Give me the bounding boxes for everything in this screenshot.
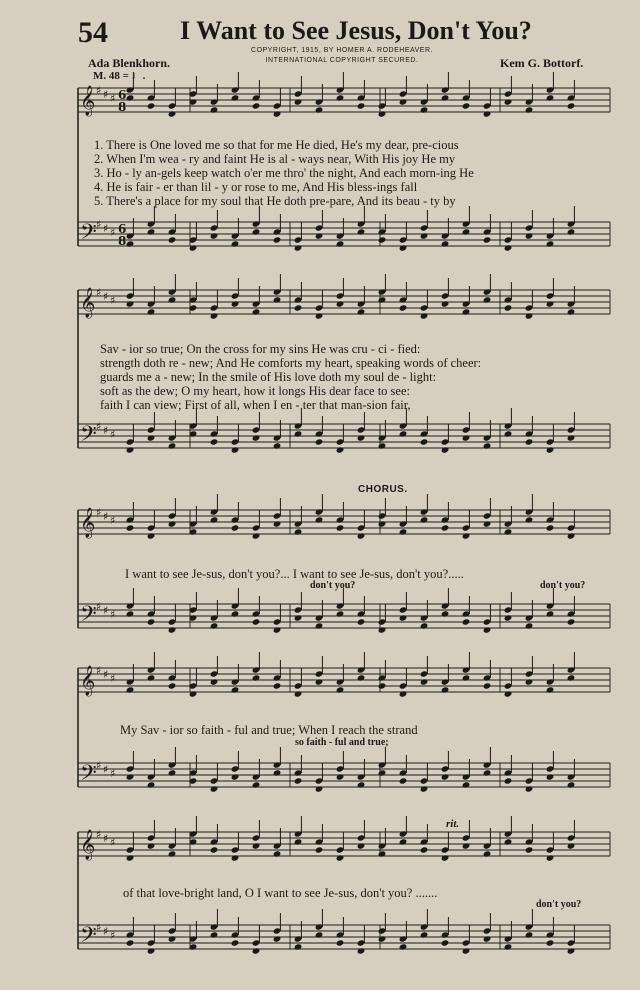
note-head — [126, 610, 135, 617]
note-head — [378, 442, 387, 449]
note-head — [483, 850, 492, 857]
verse-3-line-a: 3. Ho - ly an-gels keep watch o'er me thro' the night, And each morn-ing He — [94, 166, 474, 180]
note-head — [504, 528, 513, 535]
note-head — [231, 686, 240, 693]
note-head — [294, 690, 303, 697]
note-head — [357, 228, 366, 235]
copyright-line-2: INTERNATIONAL COPYRIGHT SECURED. — [265, 57, 419, 64]
sharp-icon: ♯ — [96, 921, 102, 934]
note-head — [567, 781, 576, 788]
note-head — [294, 244, 303, 251]
note-head — [399, 304, 408, 311]
time-signature-top: 6 — [118, 222, 127, 236]
note-head — [483, 935, 492, 942]
verse-2-line-a: 2. When I'm wea - ry and faint He is al - ways near, With His joy He my — [94, 152, 456, 166]
treble-clef-icon: 𝄞 — [80, 830, 96, 860]
note-head — [294, 838, 303, 845]
note-head — [462, 842, 471, 849]
note-head — [126, 773, 135, 780]
treble-clef-icon: 𝄞 — [80, 508, 96, 538]
note-head — [210, 106, 219, 113]
note-head — [231, 300, 240, 307]
note-head — [462, 674, 471, 681]
sharp-icon: ♯ — [110, 92, 116, 105]
note-head — [441, 94, 450, 101]
note-head — [231, 94, 240, 101]
note-head — [210, 678, 219, 685]
note-head — [567, 674, 576, 681]
note-head — [273, 682, 282, 689]
note-head — [147, 228, 156, 235]
note-head — [441, 686, 450, 693]
note-head — [273, 442, 282, 449]
note-head — [231, 854, 240, 861]
note-head — [252, 532, 261, 539]
note-head — [357, 781, 366, 788]
note-head — [525, 516, 534, 523]
sharp-icon: ♯ — [96, 84, 102, 97]
note-head — [273, 296, 282, 303]
sharp-icon: ♯ — [110, 672, 116, 685]
note-head — [252, 947, 261, 954]
note-head — [126, 240, 135, 247]
sharp-icon: ♯ — [103, 222, 109, 235]
note-head — [210, 312, 219, 319]
ritardando-marking: rit. — [446, 818, 460, 830]
note-head — [357, 308, 366, 315]
note-head — [315, 516, 324, 523]
note-head — [378, 935, 387, 942]
note-head — [252, 618, 261, 625]
note-head — [399, 777, 408, 784]
verse-3-line-b: guards me a - new; In the smile of His love doth my soul de - light: — [100, 370, 437, 384]
sharp-icon: ♯ — [110, 929, 116, 942]
note-head — [294, 304, 303, 311]
note-head — [525, 678, 534, 685]
note-head — [126, 854, 135, 861]
note-head — [525, 106, 534, 113]
bass-clef-icon: 𝄢 — [80, 422, 97, 452]
note-head — [567, 228, 576, 235]
note-head — [147, 618, 156, 625]
verse-1-line-b: Sav - ior so true; On the cross for my sins He was cru - ci - fied: — [100, 342, 421, 356]
note-head — [126, 939, 135, 946]
note-head — [357, 434, 366, 441]
sharp-icon: ♯ — [96, 286, 102, 299]
note-head — [252, 434, 261, 441]
note-head — [399, 614, 408, 621]
note-head — [525, 846, 534, 853]
note-head — [126, 446, 135, 453]
tempo-marking: M. 48 = ♩. — [93, 70, 146, 82]
treble-clef-icon: 𝄞 — [80, 666, 96, 696]
note-head — [462, 532, 471, 539]
note-head — [399, 430, 408, 437]
note-head — [567, 842, 576, 849]
note-head — [168, 520, 177, 527]
note-head — [210, 785, 219, 792]
note-head — [294, 98, 303, 105]
note-head — [315, 678, 324, 685]
chorus-label: CHORUS. — [358, 484, 408, 495]
note-head — [399, 244, 408, 251]
note-head — [336, 300, 345, 307]
sharp-icon: ♯ — [110, 514, 116, 527]
note-head — [567, 618, 576, 625]
note-head — [567, 308, 576, 315]
note-head — [231, 939, 240, 946]
note-head — [294, 528, 303, 535]
note-head — [525, 622, 534, 629]
note-head — [126, 524, 135, 531]
note-head — [546, 610, 555, 617]
note-head — [441, 939, 450, 946]
note-head — [147, 674, 156, 681]
note-head — [399, 528, 408, 535]
bass-clef-icon: 𝄢 — [80, 220, 97, 250]
note-head — [525, 438, 534, 445]
note-head — [504, 304, 513, 311]
note-head — [399, 943, 408, 950]
note-head — [462, 228, 471, 235]
note-head — [504, 690, 513, 697]
note-head — [273, 769, 282, 776]
note-head — [378, 110, 387, 117]
note-head — [462, 102, 471, 109]
note-head — [525, 931, 534, 938]
note-head — [441, 446, 450, 453]
note-head — [357, 947, 366, 954]
note-head — [357, 532, 366, 539]
note-head — [273, 935, 282, 942]
sharp-icon: ♯ — [96, 218, 102, 231]
sharp-icon: ♯ — [103, 925, 109, 938]
note-head — [252, 674, 261, 681]
verse-5-line-a: 5. There's a place for my soul that He doth pre-pare, And its beau - ty by — [94, 194, 456, 208]
note-head — [336, 610, 345, 617]
note-head — [378, 626, 387, 633]
note-head — [567, 947, 576, 954]
note-head — [483, 626, 492, 633]
note-head — [147, 947, 156, 954]
note-head — [420, 312, 429, 319]
note-head — [336, 446, 345, 453]
sharp-icon: ♯ — [103, 88, 109, 101]
note-head — [420, 931, 429, 938]
note-head — [315, 785, 324, 792]
note-head — [168, 682, 177, 689]
note-head — [420, 516, 429, 523]
note-head — [147, 781, 156, 788]
sharp-icon: ♯ — [96, 759, 102, 772]
verse-4-line-b: soft as the dew; O my heart, how it longs His dear face to see: — [100, 384, 410, 398]
treble-clef-icon: 𝄞 — [80, 86, 96, 116]
note-head — [147, 102, 156, 109]
sharp-icon: ♯ — [110, 294, 116, 307]
note-head — [399, 98, 408, 105]
note-head — [504, 430, 513, 437]
sharp-icon: ♯ — [103, 668, 109, 681]
note-head — [483, 682, 492, 689]
note-head — [168, 935, 177, 942]
note-head — [252, 781, 261, 788]
note-head — [231, 240, 240, 247]
note-head — [378, 236, 387, 243]
note-head — [336, 94, 345, 101]
sharp-icon: ♯ — [103, 604, 109, 617]
time-signature-bottom: 8 — [118, 234, 127, 248]
lyricist: Ada Blenkhorn. — [88, 56, 171, 70]
note-head — [546, 240, 555, 247]
note-head — [546, 300, 555, 307]
note-head — [294, 943, 303, 950]
note-head — [168, 626, 177, 633]
note-head — [546, 94, 555, 101]
note-head — [462, 618, 471, 625]
note-head — [378, 769, 387, 776]
chorus-echo-2: so faith - ful and true; — [295, 737, 389, 748]
note-head — [462, 434, 471, 441]
bass-clef-icon: 𝄢 — [80, 923, 97, 953]
verse-2-line-b: strength doth re - new; And He comforts my heart, speaking words of cheer: — [100, 356, 482, 370]
note-head — [168, 236, 177, 243]
sharp-icon: ♯ — [110, 226, 116, 239]
note-head — [168, 296, 177, 303]
note-head — [315, 232, 324, 239]
note-head — [525, 785, 534, 792]
note-head — [546, 524, 555, 531]
note-head — [147, 308, 156, 315]
note-head — [420, 622, 429, 629]
sharp-icon: ♯ — [96, 664, 102, 677]
note-head — [336, 773, 345, 780]
note-head — [315, 931, 324, 938]
note-head — [315, 622, 324, 629]
sharp-icon: ♯ — [103, 832, 109, 845]
note-head — [525, 312, 534, 319]
note-head — [546, 686, 555, 693]
note-head — [147, 434, 156, 441]
note-head — [252, 228, 261, 235]
note-head — [336, 686, 345, 693]
note-head — [231, 610, 240, 617]
note-head — [441, 610, 450, 617]
note-head — [504, 614, 513, 621]
note-head — [336, 939, 345, 946]
note-head — [273, 110, 282, 117]
note-head — [315, 846, 324, 853]
note-head — [504, 98, 513, 105]
note-head — [315, 312, 324, 319]
note-head — [273, 850, 282, 857]
note-head — [504, 244, 513, 251]
note-head — [210, 438, 219, 445]
note-head — [420, 438, 429, 445]
sharp-icon: ♯ — [103, 290, 109, 303]
note-head — [483, 110, 492, 117]
note-head — [126, 300, 135, 307]
note-head — [273, 626, 282, 633]
note-head — [462, 308, 471, 315]
note-head — [567, 434, 576, 441]
note-head — [147, 532, 156, 539]
note-head — [273, 236, 282, 243]
note-head — [546, 854, 555, 861]
bass-clef-icon: 𝄢 — [80, 602, 97, 632]
note-head — [294, 777, 303, 784]
note-head — [168, 442, 177, 449]
sharp-icon: ♯ — [96, 600, 102, 613]
note-head — [378, 850, 387, 857]
note-head — [378, 682, 387, 689]
note-head — [126, 686, 135, 693]
note-head — [462, 781, 471, 788]
note-head — [483, 769, 492, 776]
note-head — [567, 102, 576, 109]
chorus-line-1: I want to see Je-sus, don't you?... I want to see Je-sus, don't you?..... — [125, 567, 464, 581]
note-head — [378, 520, 387, 527]
note-head — [336, 854, 345, 861]
note-head — [252, 102, 261, 109]
note-head — [420, 846, 429, 853]
hymn-number: 54 — [78, 16, 108, 49]
note-head — [504, 943, 513, 950]
sharp-icon: ♯ — [110, 836, 116, 849]
note-head — [168, 850, 177, 857]
note-head — [483, 236, 492, 243]
note-head — [483, 296, 492, 303]
verse-1-line-a: 1. There is One loved me so that for me He died, He's my dear, pre-cious — [94, 138, 459, 152]
note-head — [252, 842, 261, 849]
note-head — [231, 524, 240, 531]
note-head — [546, 446, 555, 453]
note-head — [504, 838, 513, 845]
copyright-line-1: COPYRIGHT, 1915, BY HOMER A. RODEHEAVER. — [251, 47, 433, 54]
note-head — [441, 854, 450, 861]
sharp-icon: ♯ — [96, 828, 102, 841]
note-head — [168, 769, 177, 776]
chorus-echo-1b: don't you? — [540, 580, 586, 591]
sharp-icon: ♯ — [103, 763, 109, 776]
note-head — [420, 785, 429, 792]
note-head — [231, 446, 240, 453]
note-head — [420, 106, 429, 113]
sharp-icon: ♯ — [110, 428, 116, 441]
note-head — [357, 674, 366, 681]
note-head — [483, 520, 492, 527]
note-head — [210, 931, 219, 938]
note-head — [147, 842, 156, 849]
note-head — [483, 442, 492, 449]
note-head — [420, 678, 429, 685]
note-head — [336, 240, 345, 247]
note-head — [294, 430, 303, 437]
bass-clef-icon: 𝄢 — [80, 761, 97, 791]
sharp-icon: ♯ — [103, 510, 109, 523]
sharp-icon: ♯ — [96, 420, 102, 433]
note-head — [315, 438, 324, 445]
note-head — [294, 614, 303, 621]
verse-5-line-b: faith I can view; First of all, when I en - ter that man-sion fair, — [100, 398, 411, 412]
sharp-icon: ♯ — [110, 767, 116, 780]
note-head — [357, 618, 366, 625]
hymn-title: I Want to See Jesus, Don't You? — [180, 16, 532, 45]
note-head — [420, 232, 429, 239]
note-head — [210, 622, 219, 629]
note-head — [546, 939, 555, 946]
note-head — [378, 296, 387, 303]
composer: Kem G. Bottorf. — [500, 56, 584, 70]
note-head — [231, 773, 240, 780]
note-head — [441, 240, 450, 247]
treble-clef-icon: 𝄞 — [80, 288, 96, 318]
note-head — [399, 690, 408, 697]
note-head — [525, 232, 534, 239]
note-head — [357, 842, 366, 849]
sharp-icon: ♯ — [110, 608, 116, 621]
note-head — [441, 524, 450, 531]
note-head — [126, 94, 135, 101]
sharp-icon: ♯ — [103, 424, 109, 437]
note-head — [441, 300, 450, 307]
chorus-line-3: of that love-bright land, O I want to see Je-sus, don't you? ....... — [123, 886, 438, 900]
chorus-echo-3: don't you? — [536, 899, 582, 910]
note-head — [504, 777, 513, 784]
time-signature-top: 6 — [118, 88, 127, 102]
note-head — [252, 308, 261, 315]
note-head — [441, 773, 450, 780]
note-head — [210, 516, 219, 523]
note-head — [399, 838, 408, 845]
chorus-echo-1a: don't you? — [310, 580, 356, 591]
note-head — [462, 947, 471, 954]
note-head — [273, 520, 282, 527]
note-head — [168, 110, 177, 117]
note-head — [546, 773, 555, 780]
note-head — [210, 232, 219, 239]
chorus-line-2: My Sav - ior so faith - ful and true; When I reach the strand — [120, 723, 418, 737]
note-head — [336, 524, 345, 531]
note-head — [567, 532, 576, 539]
note-head — [210, 846, 219, 853]
note-head — [357, 102, 366, 109]
sharp-icon: ♯ — [96, 506, 102, 519]
verse-4-line-a: 4. He is fair - er than lil - y or rose to me, And His bless-ings fall — [94, 180, 418, 194]
time-signature-bottom: 8 — [118, 100, 127, 114]
note-head — [315, 106, 324, 113]
